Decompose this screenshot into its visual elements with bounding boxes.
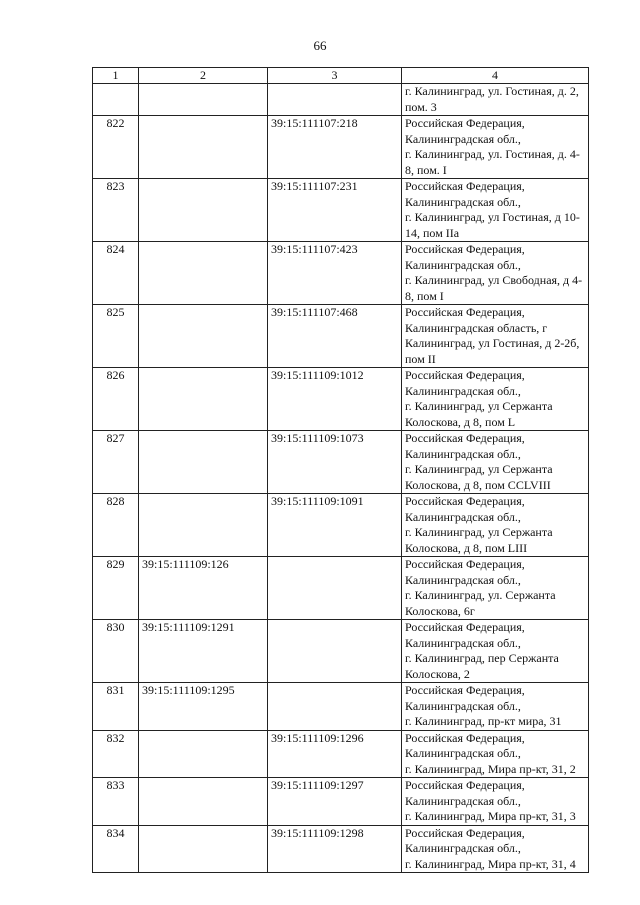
row-number: 828 xyxy=(93,494,139,557)
page-number: 66 xyxy=(313,38,327,53)
table-row xyxy=(93,494,589,557)
cadastral-number-col2: 39:15:111109:126 xyxy=(139,557,268,620)
cadastral-number-col2 xyxy=(139,825,268,873)
row-number: 827 xyxy=(93,431,139,494)
row-number: 829 xyxy=(93,557,139,620)
cadastral-number-col3: 39:15:111109:1091 xyxy=(268,494,402,557)
address-cell: Российская Федерация, Калининградская обл., г. Калининград, ул Сержанта Колоскова, д 8, пом L xyxy=(402,368,589,431)
address-cell: Российская Федерация, Калининградская обл., г. Калининград, Мира пр-кт, 31, 3 xyxy=(402,778,589,826)
address-cell: Российская Федерация, Калининградская обл., г. Калининград, пр-кт мира, 31 xyxy=(402,683,589,731)
cadastral-number-col2 xyxy=(139,494,268,557)
address-cell: г. Калининград, ул. Гостиная, д. 2, пом. 3 xyxy=(402,84,589,116)
row-number: 825 xyxy=(93,305,139,368)
row-number: 832 xyxy=(93,730,139,778)
cadastral-number-col3: 39:15:111109:1296 xyxy=(268,730,402,778)
cadastral-number-col2 xyxy=(139,116,268,179)
address-cell: Российская Федерация, Калининградская обл., г. Калининград, ул. Сержанта Колоскова, 6г xyxy=(402,557,589,620)
row-number: 822 xyxy=(93,116,139,179)
table-row xyxy=(93,825,589,873)
table-row xyxy=(93,730,589,778)
header-col-2: 2 xyxy=(139,68,268,84)
table-row xyxy=(93,84,589,116)
cadastral-number-col2 xyxy=(139,431,268,494)
cadastral-number-col3: 39:15:111107:218 xyxy=(268,116,402,179)
table-row xyxy=(93,620,589,683)
row-number xyxy=(93,84,139,116)
row-number: 830 xyxy=(93,620,139,683)
table-header xyxy=(93,68,589,84)
cadastral-number-col3: 39:15:111107:423 xyxy=(268,242,402,305)
address-cell: Российская Федерация, Калининградская обл., г. Калининград, пер Сержанта Колоскова, 2 xyxy=(402,620,589,683)
table-row xyxy=(93,778,589,826)
table-row xyxy=(93,368,589,431)
address-cell: Российская Федерация, Калининградская область, г Калининград, ул Гостиная, д 2-2б, пом II xyxy=(402,305,589,368)
cadastral-number-col2 xyxy=(139,778,268,826)
cadastral-number-col2 xyxy=(139,84,268,116)
address-cell: Российская Федерация, Калининградская обл., г. Калининград, ул Сержанта Колоскова, д 8, пом CCLVIII xyxy=(402,431,589,494)
cadastral-number-col3 xyxy=(268,84,402,116)
table-row xyxy=(93,557,589,620)
row-number: 823 xyxy=(93,179,139,242)
cadastral-number-col3: 39:15:111109:1073 xyxy=(268,431,402,494)
address-cell: Российская Федерация, Калининградская обл., г. Калининград, ул Сержанта Колоскова, д 8, пом LIII xyxy=(402,494,589,557)
row-number: 831 xyxy=(93,683,139,731)
address-cell: Российская Федерация, Калининградская обл., г. Калининград, Мира пр-кт, 31, 2 xyxy=(402,730,589,778)
row-number: 833 xyxy=(93,778,139,826)
row-number: 834 xyxy=(93,825,139,873)
header-col-4: 4 xyxy=(402,68,589,84)
table-body xyxy=(93,84,589,873)
cadastral-number-col3: 39:15:111109:1298 xyxy=(268,825,402,873)
address-cell: Российская Федерация, Калининградская обл., г. Калининград, Мира пр-кт, 31, 4 xyxy=(402,825,589,873)
cadastral-number-col3 xyxy=(268,683,402,731)
table-row xyxy=(93,242,589,305)
cadastral-number-col3 xyxy=(268,620,402,683)
cadastral-number-col2 xyxy=(139,730,268,778)
cadastral-number-col2 xyxy=(139,179,268,242)
table-row xyxy=(93,116,589,179)
cadastral-number-col2 xyxy=(139,368,268,431)
cadastral-number-col2 xyxy=(139,305,268,368)
cadastral-number-col3 xyxy=(268,557,402,620)
table-row xyxy=(93,305,589,368)
address-cell: Российская Федерация, Калининградская обл., г. Калининград, ул. Гостиная, д. 4- 8, пом. I xyxy=(402,116,589,179)
header-col-1: 1 xyxy=(93,68,139,84)
cadastral-number-col3: 39:15:111107:468 xyxy=(268,305,402,368)
row-number: 824 xyxy=(93,242,139,305)
table-row xyxy=(93,179,589,242)
cadastral-number-col3: 39:15:111107:231 xyxy=(268,179,402,242)
cadastral-number-col2 xyxy=(139,242,268,305)
header-col-3: 3 xyxy=(268,68,402,84)
cadastral-number-col2: 39:15:111109:1291 xyxy=(139,620,268,683)
address-cell: Российская Федерация, Калининградская обл., г. Калининград, ул Свободная, д 4- 8, пом I xyxy=(402,242,589,305)
cadastral-number-col3: 39:15:111109:1297 xyxy=(268,778,402,826)
table-row xyxy=(93,683,589,731)
table-row xyxy=(93,431,589,494)
cadastral-number-col3: 39:15:111109:1012 xyxy=(268,368,402,431)
header-row xyxy=(93,68,589,84)
registry-table xyxy=(92,67,589,873)
row-number: 826 xyxy=(93,368,139,431)
cadastral-number-col2: 39:15:111109:1295 xyxy=(139,683,268,731)
address-cell: Российская Федерация, Калининградская обл., г. Калининград, ул Гостиная, д 10- 14, пом IIа xyxy=(402,179,589,242)
